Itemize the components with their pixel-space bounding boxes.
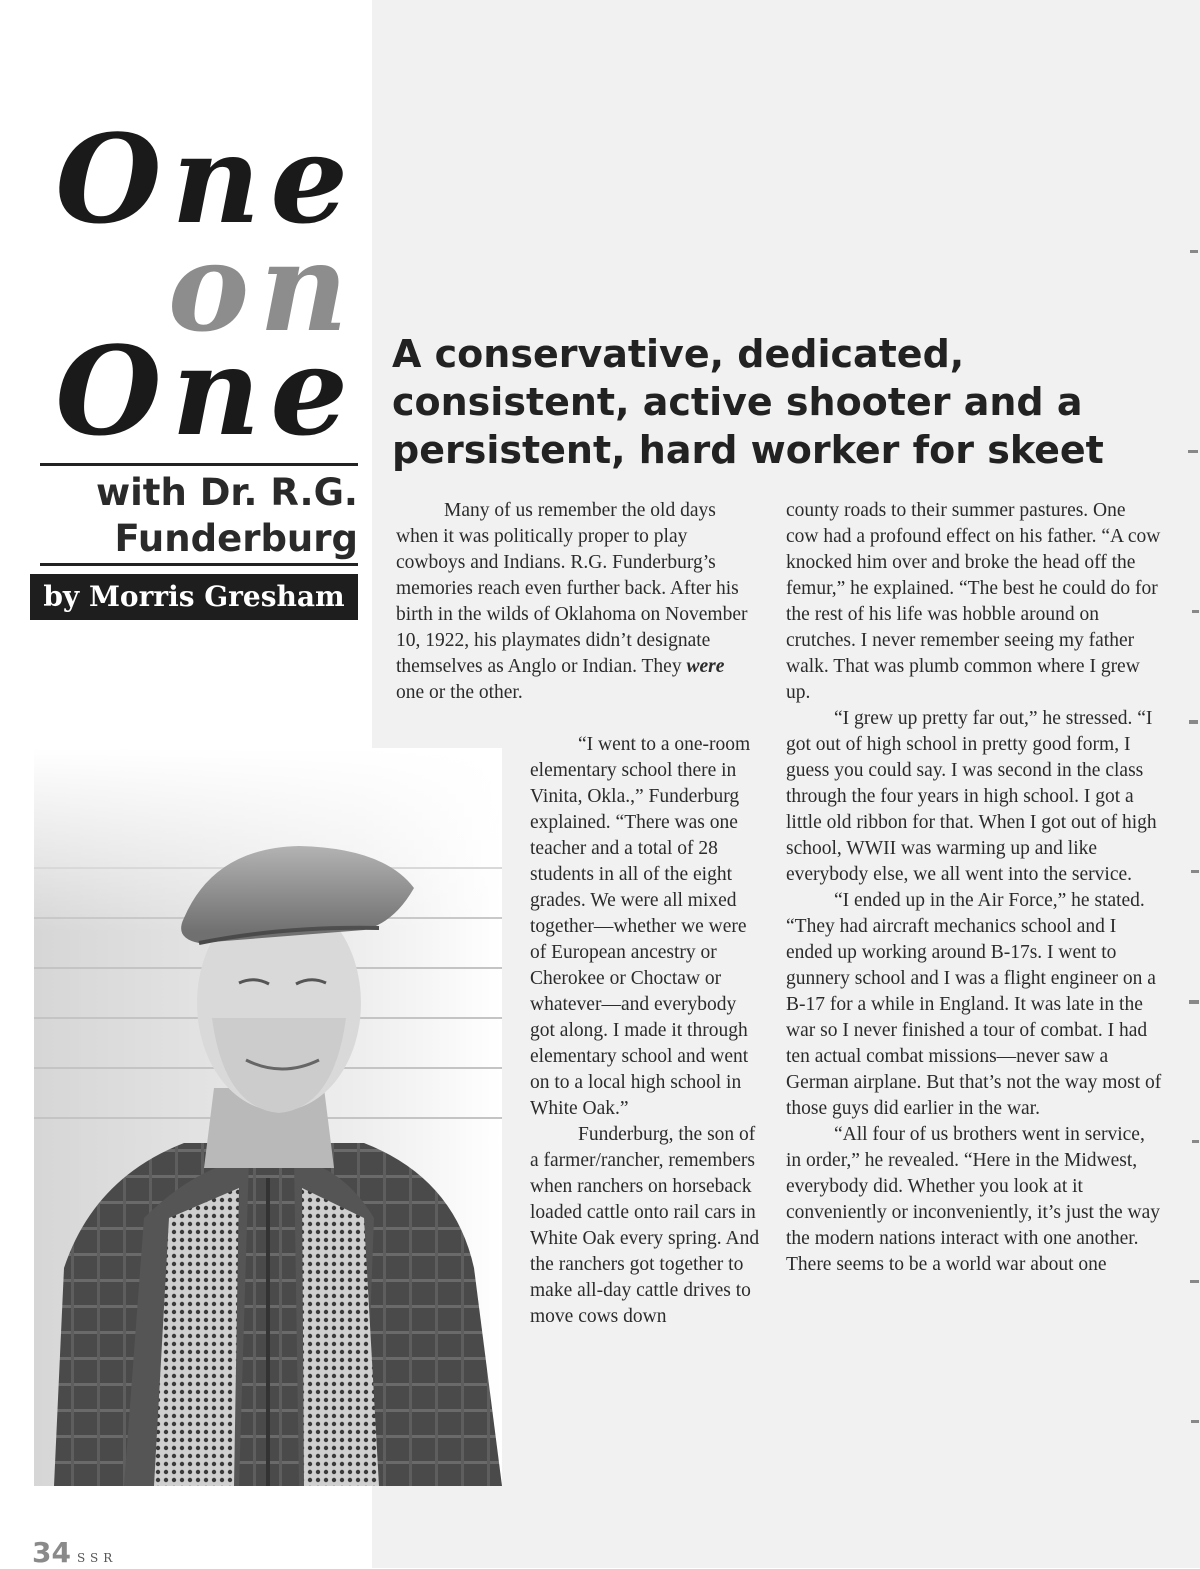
paragraph: “All four of us brothers went in service, in order,” he revealed. “Here in the Midwest, everybody did. Whether you look at it conveniently or inconveniently, it’s just the way the modern nations interact with one another. There seems to be a world war about one — [786, 1124, 1161, 1275]
article-column-1-top — [396, 498, 754, 706]
article-column-1-narrow — [530, 732, 766, 1330]
emphasis-text: were — [686, 656, 725, 677]
paragraph: “I grew up pretty far out,” he stressed. “I got out of high school in pretty good form, I guess you could say. I was second in the class through the four years in high school. I got a little old ribbon for that. When I got out of high school, WWII was warming up and like everybody else, we all went into the service. — [786, 708, 1157, 885]
article-headline: A conservative, dedicated, consistent, active shooter and a persistent, hard worker for skeet — [392, 332, 1104, 472]
author-byline: by Morris Gresham — [30, 574, 358, 620]
title-divider-top — [40, 463, 358, 466]
title-word-one-second: One — [55, 319, 358, 463]
paragraph: “I ended up in the Air Force,” he stated. “They had aircraft mechanics school and I ended up working around B-17s. I went to gunnery school and I was a flight engineer on a B-17 for a while in England. It was late in the war so I never finished a tour of combat. I had ten actual combat missions—never saw a German airplane. But that’s not the way most of those guys did earlier in the war. — [786, 890, 1162, 1119]
title-divider-bottom — [40, 563, 358, 566]
paragraph: county roads to their summer pastures. One cow had a profound effect on his father. “A cow knocked him over and broke the head off the femur,” he explained. “The best he could do for the rest of his life was hobble around on crutches. I never remember seeing my father walk. That was plumb common where I grew up. — [786, 500, 1161, 703]
portrait-illustration — [34, 748, 502, 1486]
paragraph — [396, 498, 754, 706]
binding-edge-marks — [1186, 180, 1200, 1480]
portrait-photo — [34, 748, 502, 1486]
subject-line-1: with Dr. R.G. — [95, 471, 358, 514]
magazine-name: SSR — [76, 1551, 118, 1565]
subject-line-2: Funderburg — [114, 517, 358, 560]
interview-subject — [96, 470, 358, 562]
paragraph-text: Many of us remember the old days when it was politically proper to play cowboys and Indians. R.G. Funderburg’s memories reach even further back. After his birth in the wilds of Oklahoma on November 10, 1922, his playmates didn’t designate themselves as Anglo or Indian. They — [396, 500, 748, 677]
page-footer — [32, 1536, 117, 1569]
title-word-one: One — [55, 107, 358, 251]
paragraph-text-end: one or the other. — [396, 682, 523, 703]
paragraph: “I went to a one-room elementary school there in Vinita, Okla.,” Funderburg explained. “There was one teacher and a total of 28 students in all of the eight grades. We were all mixed together—whether we were of European ancestry or Cherokee or Choctaw or whatever—and everybody got along. I made it through elementary school and went on to a local high school in White Oak.” — [530, 734, 751, 1119]
article-column-2 — [786, 498, 1162, 1278]
paragraph: Funderburg, the son of a farmer/rancher, remembers when ranchers on horseback loaded cattle onto rail cars in White Oak every spring. And the ranchers got together to make all-day cattle drives to move cows down — [530, 1124, 760, 1327]
title-word-on: on — [167, 215, 358, 359]
page-number: 34 — [32, 1536, 71, 1569]
